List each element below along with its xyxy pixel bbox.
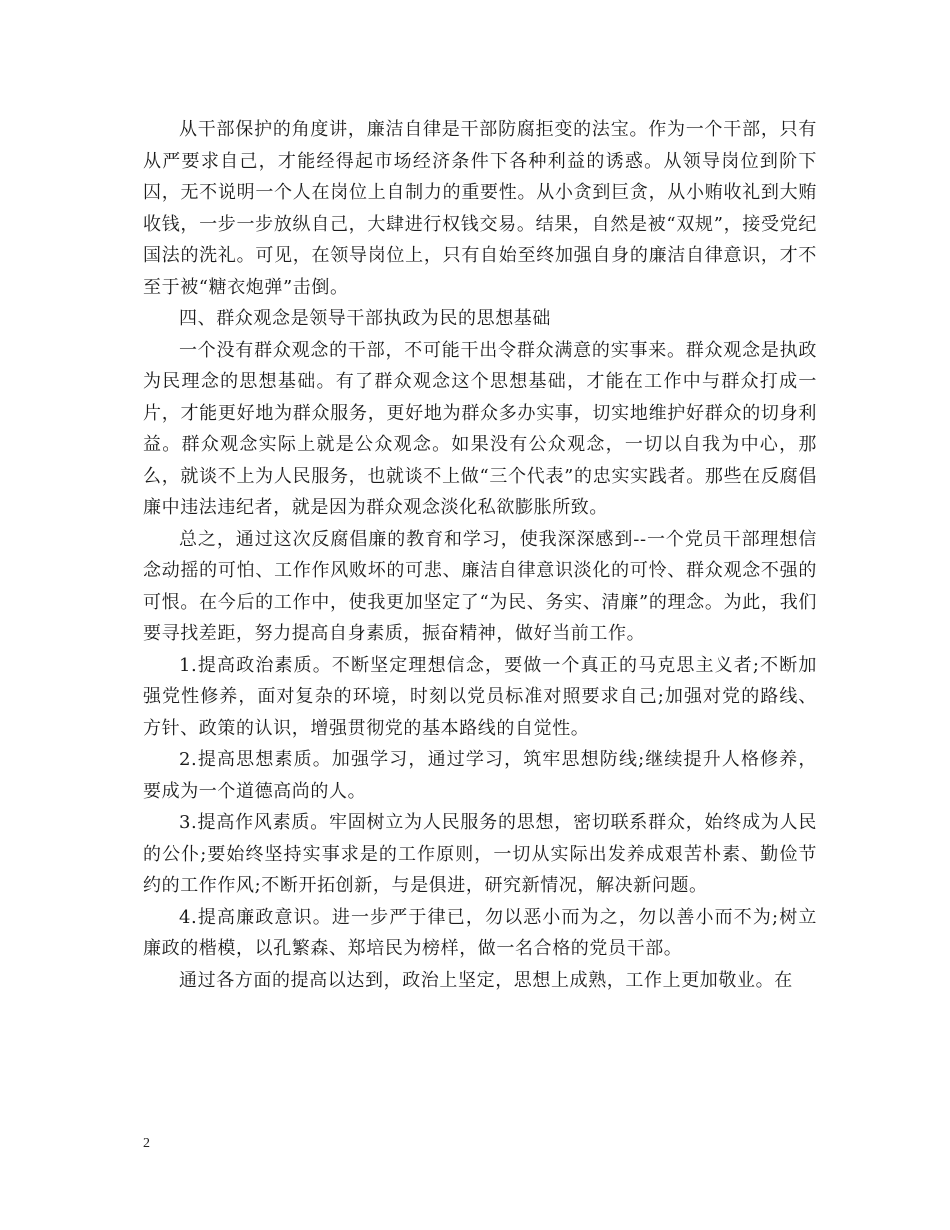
list-item-work-style: 3.提高作风素质。牢固树立为人民服务的思想，密切联系群众，始终成为人民的公仆;要始终坚持实事求是的工作原则，一切从实际出发养成艰苦朴素、勤俭节约的工作作风;不断开拓创新，与是俱进，研究新情况，解决新问题。 <box>143 812 817 896</box>
list-item-political-quality: 1.提高政治素质。不断坚定理想信念，要做一个真正的马克思主义者;不断加强党性修养，面对复杂的环境，时刻以党员标准对照要求自己;加强对党的路线、方针、政策的认识，增强贯彻党的基本路线的自觉性。 <box>143 654 817 739</box>
paragraph-summary: 总之，通过这次反腐倡廉的教育和学习，使我深深感到--一个党员干部理想信念动摇的可怕、工作作风败坏的可悲、廉洁自律意识淡化的可怜、群众观念不强的可恨。在今后的工作中，使我更加坚定了“为民、务实、清廉”的理念。为此，我们要寻找差距，努力提高自身素质，振奋精神，做好当前工作。 <box>143 528 817 644</box>
page-number: 2 <box>143 1136 150 1151</box>
list-item-integrity-awareness: 4.提高廉政意识。进一步严于律已，勿以恶小而为之，勿以善小而不为;树立廉政的楷模，以孔繁森、郑培民为榜样，做一名合格的党员干部。 <box>143 906 817 959</box>
section-heading-mass-concept: 四、群众观念是领导干部执政为民的思想基础 <box>179 308 551 329</box>
paragraph-conclusion: 通过各方面的提高以达到，政治上坚定，思想上成熟，工作上更加敬业。在 <box>179 969 793 991</box>
list-item-ideological-quality: 2.提高思想素质。加强学习，通过学习，筑牢思想防线;继续提升人格修养，要成为一个道德高尚的人。 <box>143 749 817 802</box>
paragraph-cadre-protection: 从干部保护的角度讲，廉洁自律是干部防腐拒变的法宝。作为一个干部，只有从严要求自己，才能经得起市场经济条件下各种利益的诱惑。从领导岗位到阶下囚，无不说明一个人在岗位上自制力的重要性。从小贪到巨贪，从小贿收礼到大贿收钱，一步一步放纵自己，大肆进行权钱交易。结果，自然是被“双规”，接受党纪国法的洗礼。可见，在领导岗位上，只有自始至终加强自身的廉洁自律意识，才不至于被“糖衣炮弹”击倒。 <box>143 119 817 298</box>
document-body <box>143 114 817 996</box>
paragraph-mass-concept: 一个没有群众观念的干部，不可能干出令群众满意的实事来。群众观念是执政为民理念的思想基础。有了群众观念这个思想基础，才能在工作中与群众打成一片，才能更好地为群众服务，更好地为群众多办实事，切实地维护好群众的切身利益。群众观念实际上就是公众观念。如果没有公众观念，一切以自我为中心，那么，就谈不上为人民服务，也就谈不上做“三个代表”的忠实实践者。那些在反腐倡廉中违法违纪者，就是因为群众观念淡化私欲膨胀所致。 <box>143 339 817 518</box>
